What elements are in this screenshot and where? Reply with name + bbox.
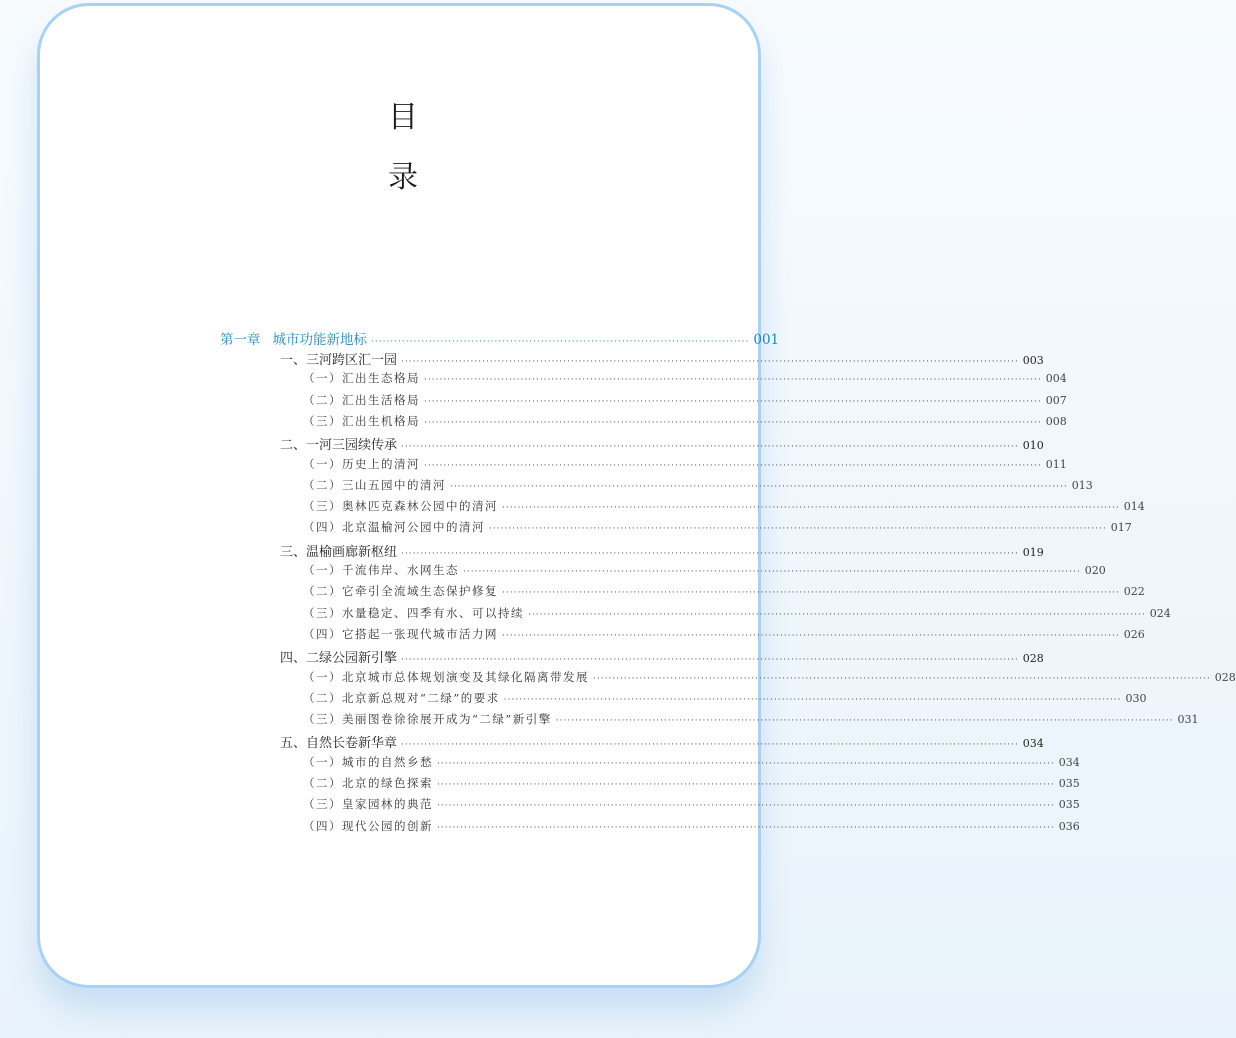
leader-dots: ································································································································································ bbox=[401, 357, 1019, 367]
page-number: 022 bbox=[1123, 585, 1145, 598]
subsection-title: （二）北京新总规对“二绿”的要求 bbox=[303, 691, 500, 705]
subsection-title: （二）北京的绿色探索 bbox=[303, 776, 433, 790]
page-number: 003 bbox=[1022, 354, 1044, 367]
section-title: 二、一河三园续传承 bbox=[280, 438, 398, 453]
subsection-row[interactable] bbox=[303, 392, 1067, 410]
leader-dots: ································································································································································ bbox=[437, 823, 1055, 833]
subsection-row[interactable] bbox=[303, 669, 1236, 687]
leader-dots: ································································································································································ bbox=[489, 524, 1107, 534]
page-number: 019 bbox=[1022, 546, 1044, 559]
leader-dots: ································································································································································ bbox=[450, 482, 1068, 492]
section-row[interactable] bbox=[280, 434, 1044, 453]
page-number: 024 bbox=[1149, 607, 1171, 620]
toc-title-line-2: 录 bbox=[388, 160, 418, 195]
leader-dots: ································································································································································ bbox=[424, 397, 1042, 407]
leader-dots: ································································································································································ bbox=[424, 461, 1042, 471]
leader-dots: ································································································································································ bbox=[503, 695, 1122, 705]
leader-dots: ································································································································································ bbox=[502, 503, 1120, 513]
subsection-title: （二）汇出生活格局 bbox=[303, 393, 420, 407]
subsection-row[interactable] bbox=[303, 690, 1147, 708]
section-row[interactable] bbox=[280, 541, 1044, 560]
leader-dots: ································································································································································ bbox=[555, 716, 1174, 726]
subsection-title: （一）千流伟岸、水网生态 bbox=[303, 563, 459, 577]
subsection-title: （一）北京城市总体规划演变及其绿化隔离带发展 bbox=[303, 670, 589, 684]
subsection-row[interactable] bbox=[303, 519, 1132, 537]
page-number: 007 bbox=[1045, 394, 1067, 407]
leader-dots: ································································································································································ bbox=[401, 655, 1019, 665]
page-number: 035 bbox=[1058, 777, 1080, 790]
subsection-row[interactable] bbox=[303, 605, 1171, 623]
page-number: 011 bbox=[1045, 458, 1067, 471]
page-number: 020 bbox=[1084, 564, 1106, 577]
subsection-row[interactable] bbox=[303, 754, 1080, 772]
page-number: 008 bbox=[1045, 415, 1067, 428]
subsection-row[interactable] bbox=[303, 456, 1067, 474]
leader-dots: ································································································································································ bbox=[401, 549, 1019, 559]
section-row[interactable] bbox=[280, 732, 1044, 751]
subsection-title: （三）美丽图卷徐徐展开成为“二绿”新引擎 bbox=[303, 712, 552, 726]
subsection-title: （一）城市的自然乡愁 bbox=[303, 755, 433, 769]
subsection-title: （一）历史上的清河 bbox=[303, 457, 420, 471]
page-number: 031 bbox=[1177, 713, 1199, 726]
subsection-row[interactable] bbox=[303, 626, 1145, 644]
section-title: 五、自然长卷新华章 bbox=[280, 736, 398, 751]
subsection-row[interactable] bbox=[303, 370, 1067, 388]
chapter-number: 第一章 bbox=[220, 332, 261, 348]
section-title: 四、二绿公园新引擎 bbox=[280, 651, 398, 666]
page-number: 030 bbox=[1125, 692, 1147, 705]
subsection-row[interactable] bbox=[303, 583, 1145, 601]
toc-title-line-1: 目 bbox=[388, 100, 418, 135]
section-title: 一、三河跨区汇一园 bbox=[280, 353, 398, 368]
page-number: 004 bbox=[1045, 372, 1067, 385]
leader-dots: ································································································································································ bbox=[528, 610, 1146, 620]
subsection-row[interactable] bbox=[303, 413, 1067, 431]
page-number: 013 bbox=[1071, 479, 1093, 492]
leader-dots: ································································································································································ bbox=[593, 674, 1211, 684]
page-number: 028 bbox=[1214, 671, 1236, 684]
subsection-row[interactable] bbox=[303, 498, 1145, 516]
page-number: 034 bbox=[1022, 737, 1044, 750]
subsection-title: （三）汇出生机格局 bbox=[303, 414, 420, 428]
leader-dots: ·································································································· bbox=[371, 337, 750, 347]
section-row[interactable] bbox=[280, 349, 1044, 368]
subsection-title: （三）奥林匹克森林公园中的清河 bbox=[303, 499, 498, 513]
page-number: 034 bbox=[1058, 756, 1080, 769]
subsection-title: （四）北京温榆河公园中的清河 bbox=[303, 520, 485, 534]
leader-dots: ································································································································································ bbox=[424, 375, 1042, 385]
leader-dots: ································································································································································ bbox=[437, 759, 1055, 769]
leader-dots: ································································································································································ bbox=[437, 801, 1055, 811]
page-number: 014 bbox=[1123, 500, 1145, 513]
chapter-row[interactable] bbox=[220, 328, 780, 348]
page-number: 028 bbox=[1022, 652, 1044, 665]
subsection-row[interactable] bbox=[303, 818, 1080, 836]
page-number: 036 bbox=[1058, 820, 1080, 833]
leader-dots: ································································································································································ bbox=[463, 567, 1081, 577]
leader-dots: ································································································································································ bbox=[401, 442, 1019, 452]
chapter-title: 城市功能新地标 bbox=[272, 332, 367, 348]
chapter-page: 001 bbox=[753, 332, 780, 348]
section-row[interactable] bbox=[280, 647, 1044, 666]
leader-dots: ································································································································································ bbox=[424, 418, 1042, 428]
subsection-row[interactable] bbox=[303, 775, 1080, 793]
section-title: 三、温榆画廊新枢纽 bbox=[280, 545, 398, 560]
leader-dots: ································································································································································ bbox=[401, 740, 1019, 750]
subsection-title: （四）现代公园的创新 bbox=[303, 819, 433, 833]
leader-dots: ································································································································································ bbox=[502, 631, 1120, 641]
leader-dots: ································································································································································ bbox=[437, 780, 1055, 790]
leader-dots: ································································································································································ bbox=[502, 588, 1120, 598]
subsection-title: （四）它搭起一张现代城市活力网 bbox=[303, 627, 498, 641]
subsection-row[interactable] bbox=[303, 477, 1093, 495]
subsection-title: （一）汇出生态格局 bbox=[303, 371, 420, 385]
subsection-row[interactable] bbox=[303, 562, 1106, 580]
page-number: 026 bbox=[1123, 628, 1145, 641]
subsection-title: （三）皇家园林的典范 bbox=[303, 797, 433, 811]
page-number: 017 bbox=[1110, 521, 1132, 534]
subsection-row[interactable] bbox=[303, 711, 1199, 729]
subsection-title: （二）它牵引全流域生态保护修复 bbox=[303, 584, 498, 598]
page-card bbox=[37, 3, 761, 988]
page-number: 035 bbox=[1058, 798, 1080, 811]
subsection-title: （二）三山五园中的清河 bbox=[303, 478, 446, 492]
subsection-title: （三）水量稳定、四季有水、可以持续 bbox=[303, 606, 524, 620]
subsection-row[interactable] bbox=[303, 796, 1080, 814]
page-number: 010 bbox=[1022, 439, 1044, 452]
